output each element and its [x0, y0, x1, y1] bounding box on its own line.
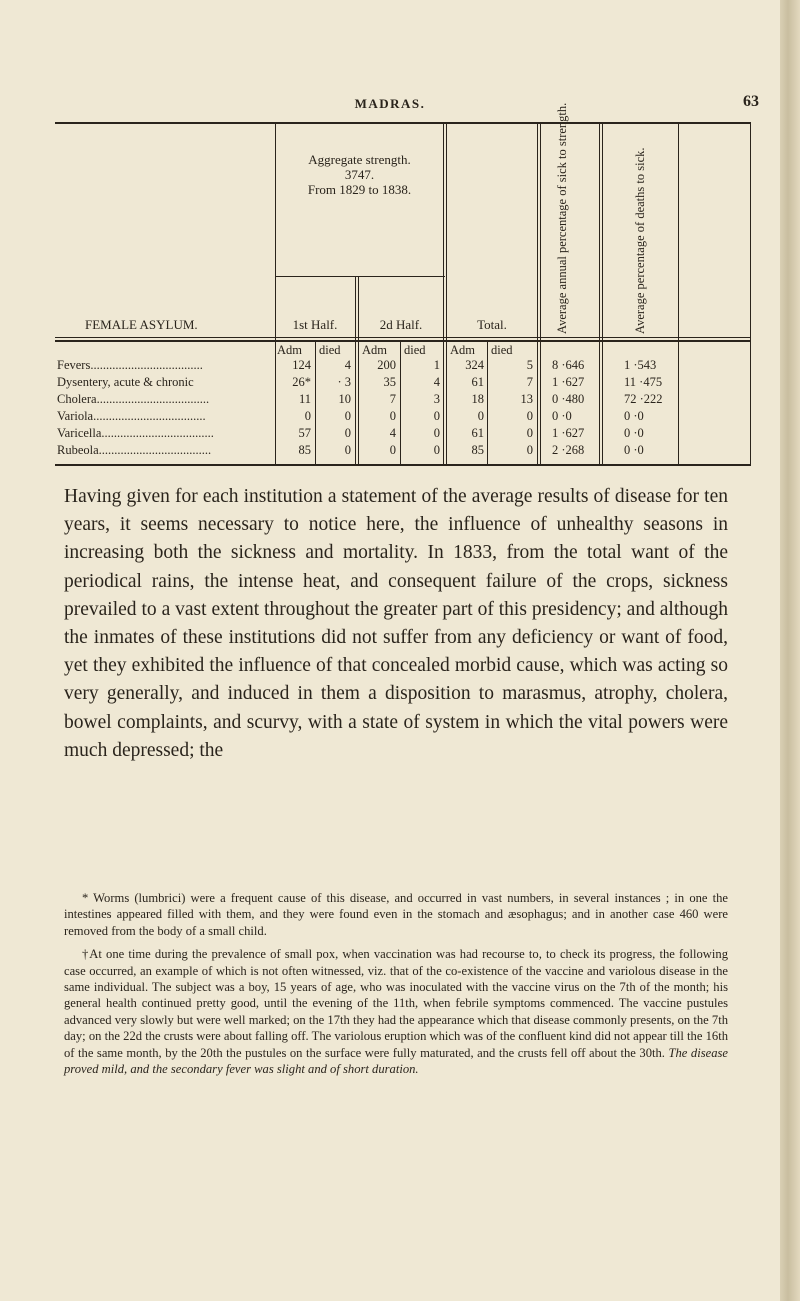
total-adm: 85 — [471, 443, 484, 457]
avg-sick-value: 0 ·480 — [552, 392, 585, 406]
book-spine-edge — [780, 0, 800, 1301]
disease-name: Dysentery, acute & chronic — [57, 375, 194, 389]
first-half-adm: 57 — [298, 426, 311, 440]
first-half-died: 4 — [344, 358, 351, 372]
sub-adm: Adm — [450, 343, 475, 357]
sub-died: died — [404, 343, 426, 357]
disease-name: Cholera.................................... — [57, 392, 210, 406]
first-half-died: 0 — [344, 426, 351, 440]
footnotes — [64, 890, 728, 1084]
first-half-died: 0 — [344, 443, 351, 457]
total-died: 13 — [520, 392, 533, 406]
total-header: Total. — [477, 317, 507, 332]
avg-deaths-value: 0 ·0 — [624, 443, 644, 457]
second-half-died: 4 — [433, 375, 440, 389]
total-adm: 18 — [471, 392, 484, 406]
avg-deaths-header: Average percentage of deaths to sick. — [633, 147, 647, 334]
first-half-adm: 11 — [298, 392, 311, 406]
footnote-italic-conclusion: The disease proved mild, and the secondary fever was slight and of short duration. — [64, 1045, 728, 1077]
second-half-died: 0 — [433, 409, 440, 423]
avg-deaths-value: 72 ·222 — [624, 392, 663, 406]
footnote-vaccination: †At one time during the prevalence of small pox, when vaccination was had recourse to, to check its progress, the following case occurred, an example of which is not often witnessed, viz. that of the co-existence of the vaccine and variolous disease in the same individual. The subject was a boy, 15 years of age, who was inoculated with the vaccine virus on the 7th of the month; his general health continued pretty good, until the evening of the 11th, when febrile symptoms commenced. The vaccine pustules advanced very slowly but were well marked; on the 17th they had the appearance which that disease commonly presents, on the 7th day; on the 22d the crusts were about falling off. The variolous eruption which was of the confluent kind did not appear till the 16th of the same month, by the 20th the pustules on the surface were fully maturated, and the crusts fell off about the 30th. The disease proved mild, and the secondary fever was slight and of short duration. — [64, 947, 728, 1077]
disease-name: Variola.................................... — [57, 409, 206, 423]
avg-sick-value: 1 ·627 — [552, 426, 585, 440]
footnote-worms: * Worms (lumbrici) were a frequent cause of this disease, and occurred in vast numbers, in several instances ; in one the intestines appeared filled with them, and they were found even in the stomach and æsophagus; and in another case 460 were removed from the body of a small child. — [64, 891, 728, 938]
sub-died: died — [491, 343, 513, 357]
avg-deaths-value: 0 ·0 — [624, 409, 644, 423]
total-adm: 0 — [477, 409, 484, 423]
second-half-died: 0 — [433, 426, 440, 440]
sub-adm: Adm — [277, 343, 302, 357]
second-half-adm: 35 — [383, 375, 396, 389]
total-died: 0 — [526, 426, 533, 440]
disease-name: Varicella.................................... — [57, 426, 214, 440]
total-died: 0 — [526, 409, 533, 423]
running-head: MADRAS. — [354, 96, 426, 111]
total-died: 5 — [526, 358, 533, 372]
avg-sick-value: 0 ·0 — [552, 409, 572, 423]
first-half-died: · 3 — [337, 375, 351, 389]
page-number: 63 — [743, 93, 759, 110]
avg-sick-header: Average annual percentage of sick to strength. — [555, 102, 569, 334]
total-adm: 324 — [465, 358, 484, 372]
total-died: 7 — [526, 375, 533, 389]
avg-deaths-value: 1 ·543 — [624, 358, 657, 372]
disease-name: Rubeola.................................... — [57, 443, 212, 457]
avg-deaths-value: 0 ·0 — [624, 426, 644, 440]
second-half-adm: 0 — [389, 443, 396, 457]
second-half-adm: 0 — [389, 409, 396, 423]
avg-deaths-value: 11 ·475 — [624, 375, 663, 389]
second-half-died: 3 — [433, 392, 440, 406]
total-died: 0 — [526, 443, 533, 457]
sub-died: died — [319, 343, 341, 357]
body-paragraph: Having given for each institution a statement of the average results of disease for ten years, it seems necessary to notice here, the influence of unhealthy seasons in increasing both the sickness and mortality. In 1833, from the total want of the periodical rains, the intense heat, and consequent failure of the crops, sickness prevailed to a vast extent throughout the greater part of this presidency; and although the inmates of these institutions did not suffer from any deficiency or want of food, yet they exhibited the influence of that concealed morbid cause, which was acting so very generally, and induced in them a disposition to marasmus, atrophy, cholera, bowel complaints, and scurvy, with a state of system in which the vital powers were much depressed; the — [64, 486, 728, 761]
first-half-adm: 26* — [292, 375, 311, 389]
second-half-adm: 200 — [377, 358, 396, 372]
first-half-adm: 85 — [298, 443, 311, 457]
total-adm: 61 — [471, 375, 484, 389]
first-half-adm: 0 — [304, 409, 311, 423]
avg-sick-value: 8 ·646 — [552, 358, 585, 372]
second-half-header: 2d Half. — [379, 317, 423, 332]
sub-adm: Adm — [362, 343, 387, 357]
first-half-died: 0 — [344, 409, 351, 423]
second-half-adm: 4 — [389, 426, 396, 440]
avg-sick-value: 1 ·627 — [552, 375, 585, 389]
second-half-died: 0 — [433, 443, 440, 457]
first-half-header: 1st Half. — [292, 317, 338, 332]
first-half-died: 10 — [338, 392, 351, 406]
second-half-adm: 7 — [389, 392, 396, 406]
second-half-died: 1 — [433, 358, 440, 372]
first-half-adm: 124 — [292, 358, 311, 372]
disease-name: Fevers.................................... — [57, 358, 203, 372]
avg-sick-value: 2 ·268 — [552, 443, 585, 457]
table-title: FEMALE ASYLUM. — [85, 317, 198, 332]
total-adm: 61 — [471, 426, 484, 440]
aggregate-strength-header: Aggregate strength. 3747. From 1829 to 1838. — [307, 152, 412, 197]
